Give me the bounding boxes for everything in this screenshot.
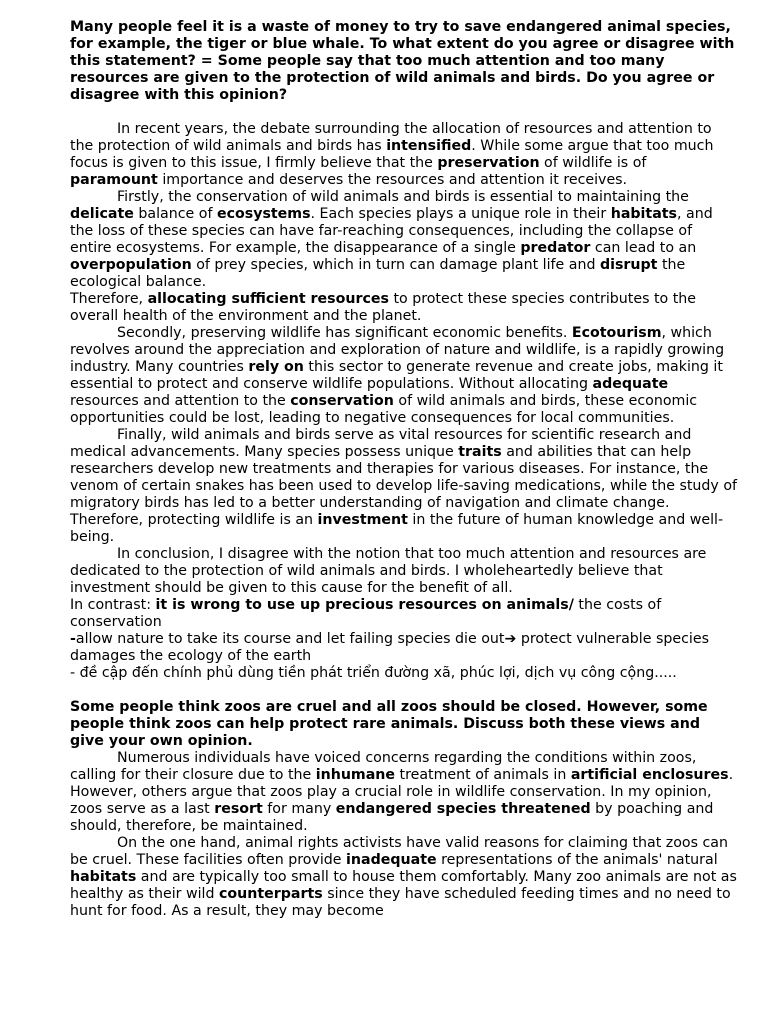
essay1-note-government: - đề cập đến chính phủ dùng tiền phát triển đường xã, phúc lợi, dịch vụ công cộng..... bbox=[70, 665, 677, 681]
bold-vocab: endangered species threatened bbox=[335, 801, 591, 817]
dash-marker: - bbox=[70, 631, 76, 647]
text: protect vulnerable species damages the ecology of the earth bbox=[70, 631, 709, 664]
bold-vocab: counterparts bbox=[218, 886, 323, 902]
bold-vocab: intensified bbox=[386, 138, 472, 154]
text: Secondly, preserving wildlife has significant economic benefits. bbox=[117, 325, 572, 341]
text: , which revolves around the appreciation and exploration of nature and wildlife, is a rapidly growing industry. Many countries bbox=[70, 325, 725, 375]
text: . However, others argue that zoos play a crucial role in wildlife conservation. In my opinion, zoos serve as a last bbox=[70, 767, 734, 817]
bold-vocab: allocating sufficient resources bbox=[147, 291, 389, 307]
bold-vocab: habitats bbox=[610, 206, 677, 222]
text: representations of the animals' natural bbox=[436, 852, 718, 868]
essay2-question: Some people think zoos are cruel and all zoos should be closed. However, some people think zoos can help protect rare animals. Discuss both these views and give your own opinion. bbox=[70, 699, 708, 749]
essay1-note-allow-nature bbox=[70, 631, 738, 665]
text: of prey species, which in turn can damage plant life and bbox=[191, 257, 600, 273]
bold-vocab: preservation bbox=[437, 155, 540, 171]
document-page bbox=[70, 19, 738, 920]
essay1-body1-paragraph bbox=[70, 189, 738, 291]
text: Firstly, the conservation of wild animals and birds is essential to maintaining the bbox=[117, 189, 689, 205]
essay2-body1-paragraph bbox=[70, 835, 738, 920]
bold-vocab: adequate bbox=[592, 376, 669, 392]
text: to protect these species contributes to the overall health of the environment and the planet. bbox=[70, 291, 697, 324]
text: Finally, wild animals and birds serve as vital resources for scientific research and medical advancements. Many species possess unique bbox=[70, 427, 692, 460]
bold-vocab: predator bbox=[520, 240, 591, 256]
bold-vocab: conservation bbox=[290, 393, 394, 409]
text: balance of bbox=[133, 206, 217, 222]
bold-vocab: inadequate bbox=[346, 852, 437, 868]
bold-vocab: paramount bbox=[70, 172, 158, 188]
bold-vocab: it is wrong to use up precious resources on animals/ bbox=[155, 597, 574, 613]
essay2-intro-paragraph bbox=[70, 750, 738, 835]
essay1-body1-continuation bbox=[70, 291, 738, 325]
text: this sector to generate revenue and create jobs, making it essential to protect and conserve wildlife populations. Without allocating bbox=[70, 359, 723, 392]
text: . Each species plays a unique role in their bbox=[310, 206, 611, 222]
text: for many bbox=[262, 801, 336, 817]
bold-vocab: overpopulation bbox=[70, 257, 192, 273]
text: In contrast: bbox=[70, 597, 156, 613]
bold-vocab: delicate bbox=[70, 206, 134, 222]
bold-vocab: artificial enclosures bbox=[570, 767, 729, 783]
text: . While some argue that too much focus is given to this issue, I firmly believe that the bbox=[70, 138, 714, 171]
arrow-right-icon: ➔ bbox=[504, 631, 517, 647]
text: of wild animals and birds, these economic opportunities could be lost, leading to negative consequences for local communities. bbox=[70, 393, 698, 426]
text: can lead to an bbox=[590, 240, 697, 256]
text: of wildlife is of bbox=[539, 155, 647, 171]
text: by poaching and should, therefore, be maintained. bbox=[70, 801, 714, 834]
text: the ecological balance. bbox=[70, 257, 686, 290]
text: On the one hand, animal rights activists have valid reasons for claiming that zoos can be cruel. These facilities often provide bbox=[70, 835, 728, 868]
bold-vocab: ecosystems bbox=[216, 206, 311, 222]
bold-vocab: resort bbox=[214, 801, 263, 817]
blank-line bbox=[70, 104, 738, 121]
text: , and the loss of these species can have far-reaching consequences, including the collapse of entire ecosystems. For example, the disappearance of a single bbox=[70, 206, 713, 256]
text: In recent years, the debate surrounding the allocation of resources and attention to the protection of wild animals and birds has bbox=[70, 121, 712, 154]
essay1-body2-paragraph bbox=[70, 325, 738, 427]
text: in the future of human knowledge and well-being. bbox=[70, 512, 724, 545]
bold-vocab: rely on bbox=[248, 359, 304, 375]
essay1-body3-paragraph bbox=[70, 427, 738, 546]
bold-vocab: traits bbox=[458, 444, 502, 460]
text: and abilities that can help researchers develop new treatments and therapies for various diseases. For instance, the venom of certain snakes has been used to develop life-saving medications, while the study of migratory birds has led to a better understanding of navigation and climate change. Therefore, protecting wildlife is an bbox=[70, 444, 737, 528]
bold-vocab: disrupt bbox=[599, 257, 658, 273]
essay1-question: Many people feel it is a waste of money to try to save endangered animal species, for example, the tiger or blue whale. To what extent do you agree or disagree with this statement? = Some people say that too much attention and too many resources are given to the protection of wild animals and birds. Do you agree or disagree with this opinion? bbox=[70, 19, 735, 103]
text: allow nature to take its course and let failing species die out bbox=[75, 631, 505, 647]
text: resources and attention to the bbox=[70, 393, 291, 409]
essay1-intro-paragraph bbox=[70, 121, 738, 189]
text: Therefore, bbox=[70, 291, 148, 307]
bold-vocab: habitats bbox=[70, 869, 137, 885]
text: since they have scheduled feeding times and no need to hunt for food. As a result, they may become bbox=[70, 886, 731, 919]
bold-vocab: investment bbox=[317, 512, 408, 528]
text: importance and deserves the resources and attention it receives. bbox=[157, 172, 628, 188]
bold-vocab: inhumane bbox=[315, 767, 396, 783]
blank-line bbox=[70, 682, 738, 699]
essay1-contrast-note bbox=[70, 597, 738, 631]
essay1-conclusion-paragraph: In conclusion, I disagree with the notion that too much attention and resources are dedicated to the protection of wild animals and birds. I wholeheartedly believe that investment should be given to this cause for the benefit of all. bbox=[70, 546, 707, 596]
text: and are typically too small to house them comfortably. Many zoo animals are not as healthy as their wild bbox=[70, 869, 737, 902]
text: the costs of conservation bbox=[70, 597, 662, 630]
text: treatment of animals in bbox=[395, 767, 571, 783]
bold-vocab: Ecotourism bbox=[571, 325, 662, 341]
text: Numerous individuals have voiced concerns regarding the conditions within zoos, calling for their closure due to the bbox=[70, 750, 697, 783]
